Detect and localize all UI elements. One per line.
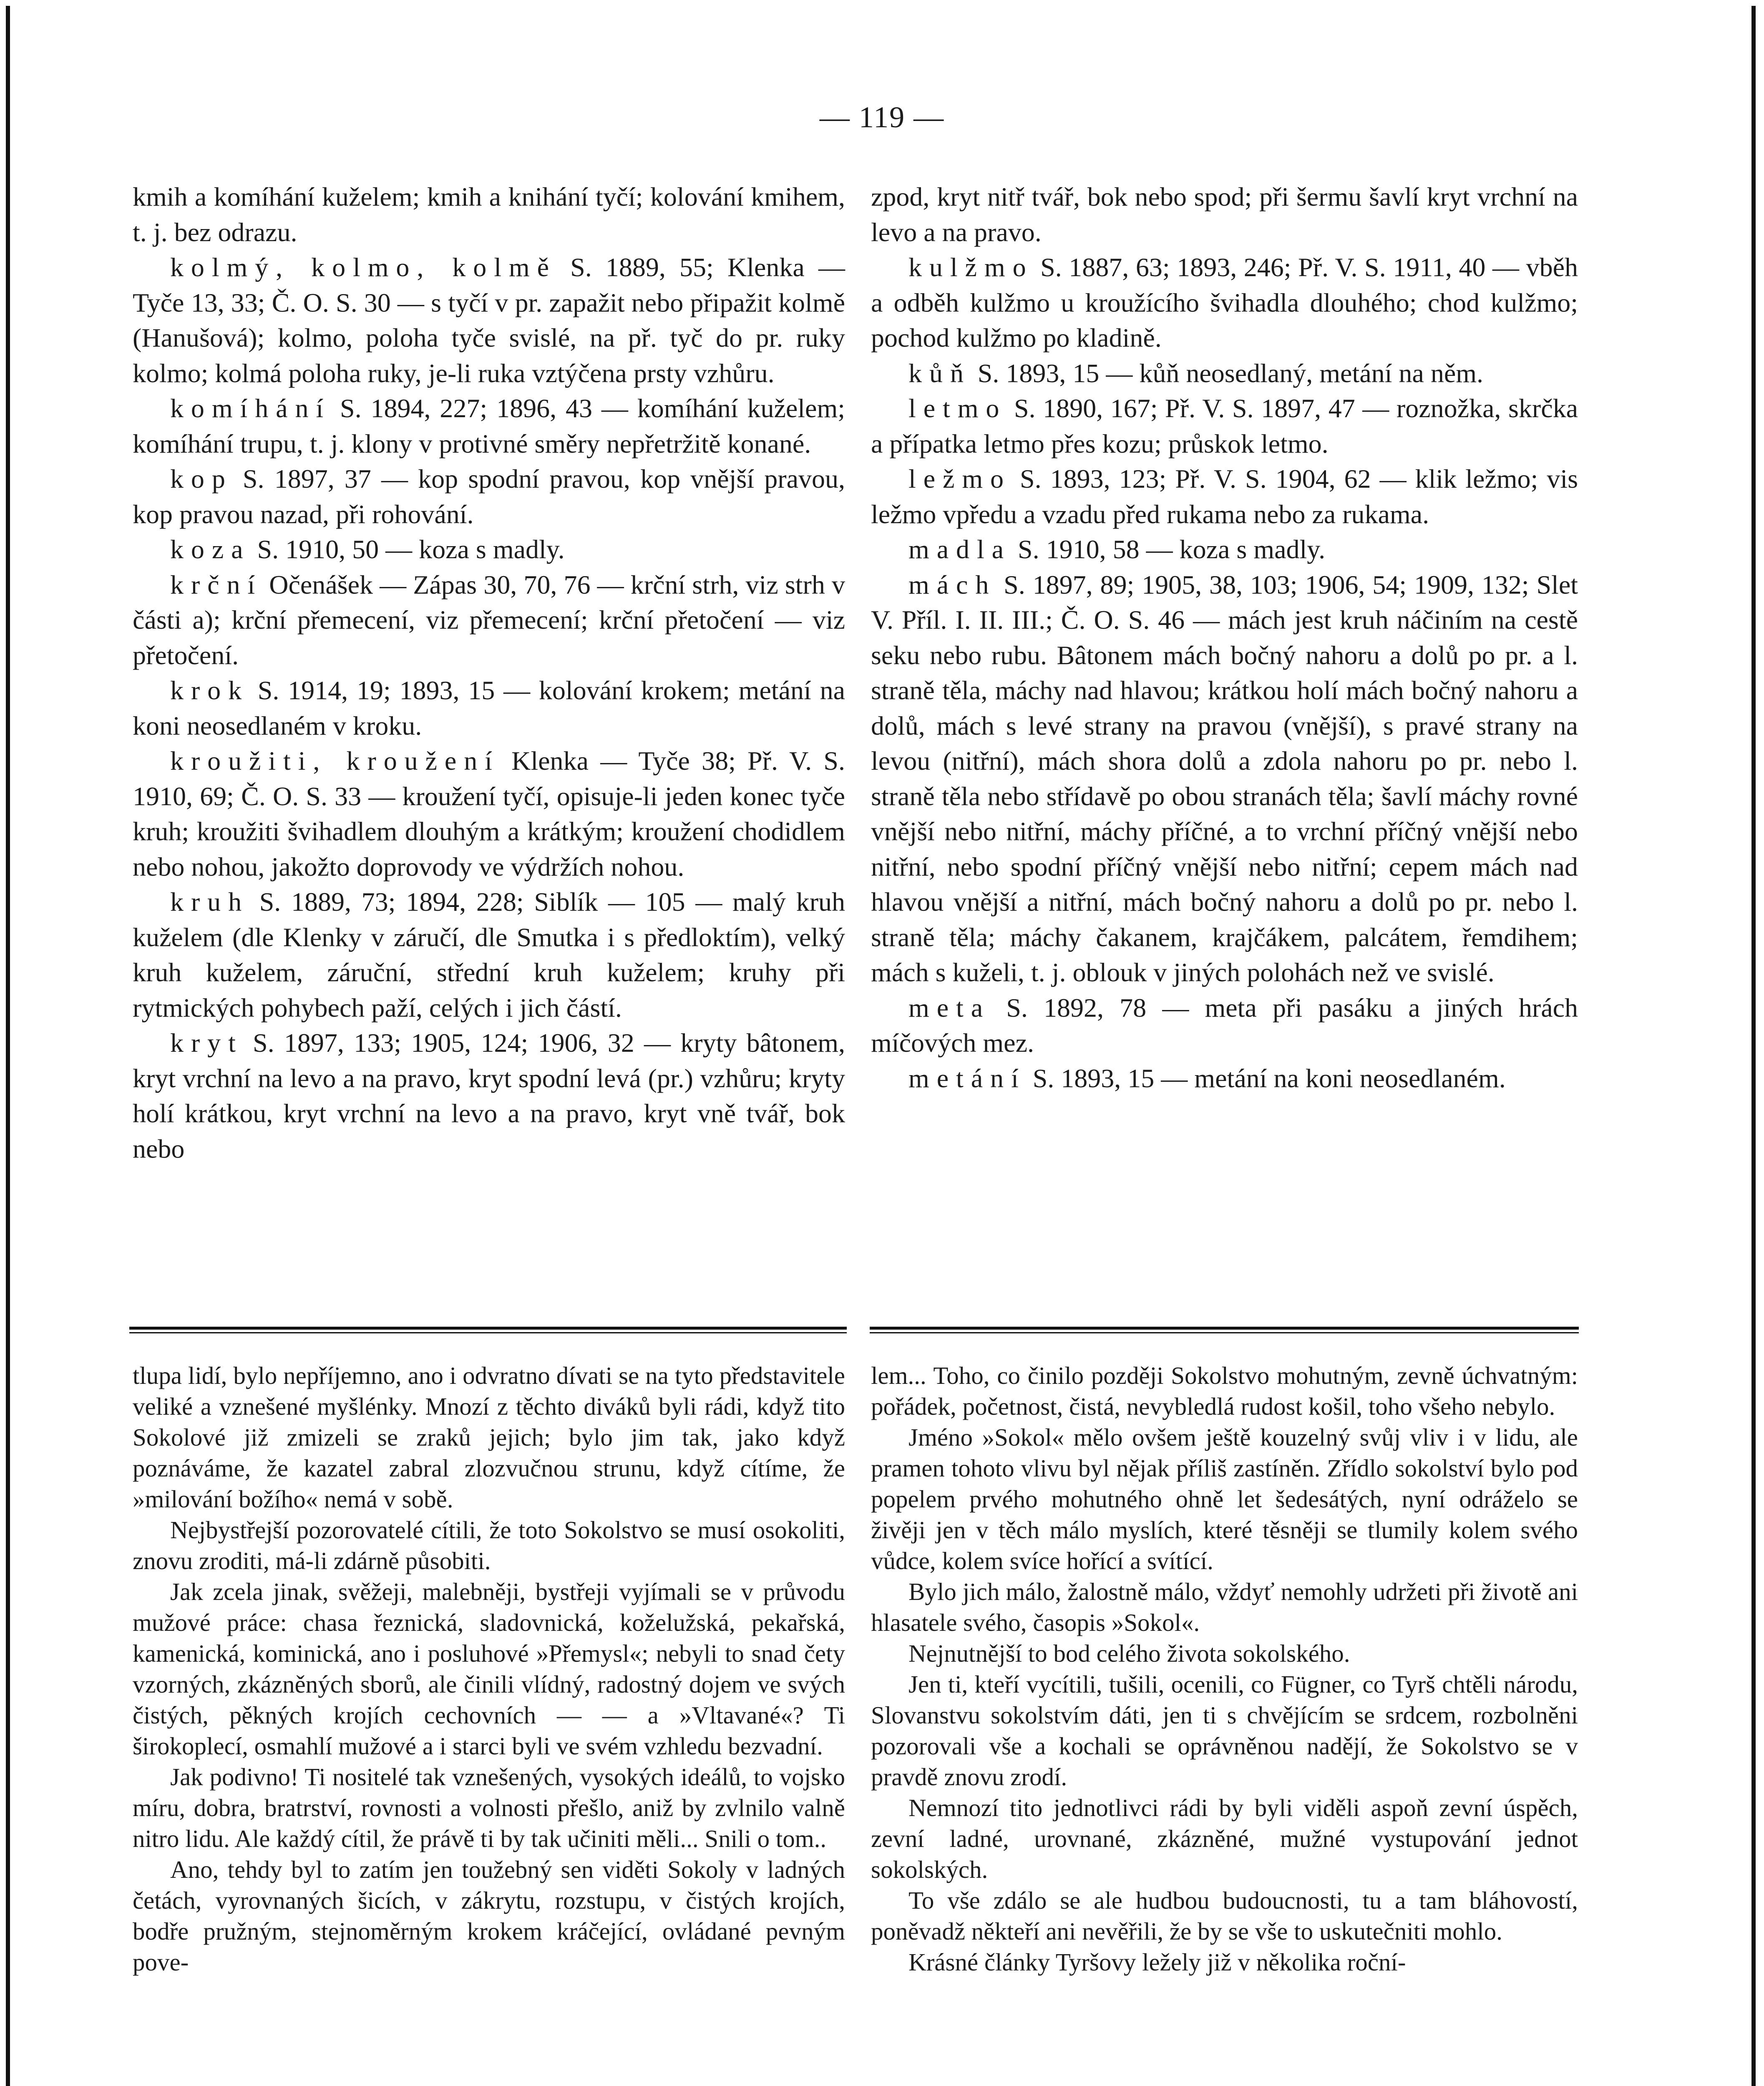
entry-term: kop — [170, 464, 233, 494]
dictionary-entry — [871, 250, 1578, 356]
article-paragraph: Jak podivno! Ti nositelé tak vznešených, vysokých ideálů, to vojsko míru, dobra, bratrství, rovnosti a volnosti přešlo, aniž by zvlnilo valně nitro lidu. Ale každý cítil, že právě ti by tak učiniti měli... Snili o tom.. — [133, 1763, 845, 1852]
entry-body: S. 1893, 15 — kůň neosedlaný, metání na něm. — [971, 358, 1484, 388]
entry-body: S. 1887, 63; 1893, 246; Př. V. S. 1911, 40 — vběh a odběh kulžmo u kroužícího švihadla dlouhého; chod kulžmo; pochod kulžmo po kladině. — [871, 252, 1578, 353]
entry-body: Očenášek — Zápas 30, 70, 76 — krční strh, viz strh v části a); krční přemecení, viz přemecení; krční přetočení — viz přetočení. — [133, 569, 845, 670]
entry-term: madla — [908, 534, 1011, 564]
dictionary-entry — [133, 532, 845, 567]
dictionary-entry — [871, 356, 1578, 391]
dictionary-entry — [871, 461, 1578, 532]
article-paragraph: Krásné články Tyršovy ležely již v několika roční- — [908, 1948, 1406, 1976]
entry-term: krok — [170, 675, 249, 705]
article-paragraph: To vše zdálo se ale hudbou budoucnosti, tu a tam bláhovostí, poněvadž někteří ani nevěřili, že by se vše to uskutečniti mohlo. — [871, 1887, 1578, 1945]
entry-body: S. 1893, 15 — metání na koni neosedlaném. — [1026, 1063, 1506, 1093]
section-divider-left — [129, 1327, 847, 1330]
dictionary-entry: kmih a komíhání kuželem; kmih a knihání tyčí; kolování kmihem, t. j. bez odrazu. — [133, 182, 845, 247]
article-paragraph: Nejnutnější to bod celého života sokolského. — [908, 1640, 1350, 1667]
article-column-right — [871, 1360, 1578, 2086]
entry-body: S. 1897, 133; 1905, 124; 1906, 32 — kryty bâtonem, kryt vrchní na levo a na pravo, kryt spodní levá (pr.) vzhůru; kryty holí krátkou, kryt vrchní na levo a na pravo, kryt vně tvář, bok nebo — [133, 1028, 845, 1164]
article-paragraph: Jen ti, kteří vycítili, tušili, ocenili, co Fügner, co Tyrš chtěli národu, Slovanstvu sokolstvím dáti, jen ti s chvějícím se srdcem, rozbolněni pozorovali vše a kochali se oprávněnou nadějí, že Sokolstvo se v pravdě znovu zrodí. — [871, 1670, 1578, 1791]
entry-body: S. 1889, 73; 1894, 228; Siblík — 105 — malý kruh kuželem (dle Klenky v záručí, dle Smutka i s předloktím), velký kruh kuželem, záruční, střední kruh kuželem; kruhy při rytmických pohybech paží, celých i jich částí. — [133, 887, 845, 1023]
dictionary-entry — [133, 461, 845, 532]
entry-term: mách — [908, 569, 996, 600]
dictionary-entry — [133, 567, 845, 673]
dictionary-entry — [871, 990, 1578, 1061]
article-paragraph: tlupa lidí, bylo nepříjemno, ano i odvratno dívati se na tyto představitele veliké a vznešené myšlénky. Mnozí z těchto diváků byli rádi, když tito Sokolové již zmizeli se zraků jejich; bylo jim tak, jako když poznáváme, že kazatel zabral zlozvučnou strunu, když cítíme, že »milování božího« nemá v sobě. — [133, 1362, 845, 1513]
entry-body: S. 1914, 19; 1893, 15 — kolování krokem; metání na koni neosedlaném v kroku. — [133, 675, 845, 741]
dictionary-entry — [133, 743, 845, 884]
article-paragraph: Nemnozí tito jednotlivci rádi by byli viděli aspoň zevní úspěch, zevní ladné, urovnané, zkázněné, mužné vystupování jednot sokolských. — [871, 1794, 1578, 1883]
entry-term: krční — [170, 569, 263, 600]
entry-term: kroužiti, kroužení — [170, 746, 500, 776]
article-column-left — [133, 1360, 845, 2086]
dictionary-entry — [871, 532, 1578, 567]
entry-body: S. 1890, 167; Př. V. S. 1897, 47 — roznožka, skrčka a přípatka letmo přes kozu; průskok letmo. — [871, 393, 1578, 459]
entry-term: meta — [908, 993, 991, 1023]
article-paragraph: Bylo jich málo, žalostně málo, vždyť nemohly udržeti při životě ani hlasatele svého, časopis »Sokol«. — [871, 1578, 1578, 1636]
dictionary-entry: zpod, kryt nitř tvář, bok nebo spod; při šermu šavlí kryt vrchní na levo a na pravo. — [871, 182, 1578, 247]
page-number: — 119 — — [819, 101, 945, 134]
article-paragraph: Nejbystřejší pozorovatelé cítili, že toto Sokolstvo se musí osokoliti, znovu zroditi, má-li zdárně působiti. — [133, 1516, 845, 1575]
entry-body: Klenka — Tyče 38; Př. V. S. 1910, 69; Č. O. S. 33 — kroužení tyčí, opisuje-li jeden konec tyče kruh; kroužiti švihadlem dlouhým a krátkým; kroužení chodidlem nebo nohou, jakožto doprovody ve výdržích nohou. — [133, 746, 846, 882]
article-paragraph: lem... Toho, co činilo později Sokolstvo mohutným, zevně úchvatným: pořádek, početnost, čistá, nevybledlá rudost košil, toho všeho nebylo. — [871, 1362, 1578, 1420]
entry-body: S. 1894, 227; 1896, 43 — komíhání kuželem; komíhání trupu, t. j. klony v protivné směry nepřetržitě konané. — [133, 393, 845, 459]
entry-term: letmo — [908, 393, 1007, 423]
entry-body: S. 1897, 37 — kop spodní pravou, kop vnější pravou, kop pravou nazad, při rohování. — [133, 464, 845, 529]
entry-body: S. 1910, 58 — koza s madly. — [1011, 534, 1326, 564]
entry-term: kůň — [908, 358, 971, 388]
dictionary-entry — [133, 673, 845, 743]
entry-term: kryt — [170, 1028, 243, 1058]
entry-body: S. 1889, 55; Klenka — Tyče 13, 33; Č. O. S. 30 — s tyčí v pr. zapažit nebo připažit kolmě (Hanušová); kolmo, poloha tyče svislé, na př. tyč do pr. ruky kolmo; kolmá poloha ruky, je-li ruka vztýčena prsty vzhůru. — [133, 252, 846, 388]
article-paragraph: Jméno »Sokol« mělo ovšem ještě kouzelný svůj vliv i v lidu, ale pramen tohoto vlivu byl nějak příliš zastíněn. Zřídlo sokolství bylo pod popelem prvého mohutného ohně let šedesátých, nyní odráželo se živěji jen v těch málo myslích, které těsněji se tlumily kolem svého vůdce, kolem svíce hořící a svítící. — [871, 1423, 1578, 1575]
entry-term: kruh — [170, 887, 249, 917]
dictionary-entry — [133, 250, 845, 391]
dictionary-entry — [133, 1025, 845, 1166]
entry-term: kulžmo — [908, 252, 1034, 282]
dictionary-entry — [871, 567, 1578, 990]
entry-body: S. 1893, 123; Př. V. S. 1904, 62 — klik ležmo; vis ležmo vpředu a vzadu před rukama nebo za rukama. — [871, 464, 1578, 529]
entry-term: metání — [908, 1063, 1026, 1093]
article-paragraph: Jak zcela jinak, svěžeji, malebněji, bystřeji vyjímali se v průvodu mužové práce: chasa řeznická, sladovnická, koželužská, pekařská, kamenická, kominická, ano i posluhové »Přemysl«; nebyli to snad čety vzorných, zkázněných sborů, ale činili vlídný, radostný dojem ve svých čistých, pěkných krojích cechovních — — a »Vltavané«? Ti širokoplecí, osmahlí mužové a i starci byli ve svém vzhledu bezvadní. — [133, 1578, 845, 1760]
entry-body: S. 1910, 50 — koza s madly. — [250, 534, 565, 564]
dictionary-column-right — [871, 179, 1578, 1302]
entry-term: ležmo — [908, 464, 1011, 494]
dictionary-entry — [871, 1061, 1578, 1096]
dictionary-column-left — [133, 179, 845, 1302]
entry-term: komíhání — [170, 393, 331, 423]
entry-body: S. 1892, 78 — meta při pasáku a jiných hrách míčových mez. — [871, 993, 1578, 1058]
entry-term: kolmý, kolmo, kolmě — [170, 252, 556, 282]
dictionary-entry — [133, 391, 845, 461]
article-paragraph: Ano, tehdy byl to zatím jen toužebný sen viděti Sokoly v ladných četách, vyrovnaných šicích, v zákrytu, rozstupu, v čistých krojích, bodře pružným, stejnoměrným krokem kráčející, ovládané pevným pove- — [133, 1856, 845, 1976]
entry-body: S. 1897, 89; 1905, 38, 103; 1906, 54; 1909, 132; Slet V. Příl. I. II. III.; Č. O. S. 46 — mách jest kruh náčiním na cestě seku nebo rubu. Bâtonem mách bočný nahoru a dolů po pr. a l. straně těla, máchy nad hlavou; krátkou holí mách bočný nahoru a dolů, mách s levé strany na pravou (vnější), s pravé strany na levou (nitřní), mách shora dolů a zdola nahoru po pr. nebo l. straně těla nebo střídavě po obou stranách těla; šavlí máchy rovné vnější nebo nitřní, máchy příčné, a to vrchní příčný vnější nebo nitřní, nebo spodní příčný vnější nebo nitřní; cepem mách nad hlavou vnější a nitřní, mách bočný nahoru a dolů po pr. nebo l. straně těla; máchy čakanem, krajčákem, palcátem, řemdihem; mách s kuželi, t. j. oblouk v jiných polohách než ve svislé. — [871, 569, 1578, 987]
dictionary-entry — [133, 884, 845, 1025]
dictionary-entry — [871, 391, 1578, 461]
section-divider-right — [870, 1327, 1579, 1330]
entry-term: koza — [170, 534, 251, 564]
